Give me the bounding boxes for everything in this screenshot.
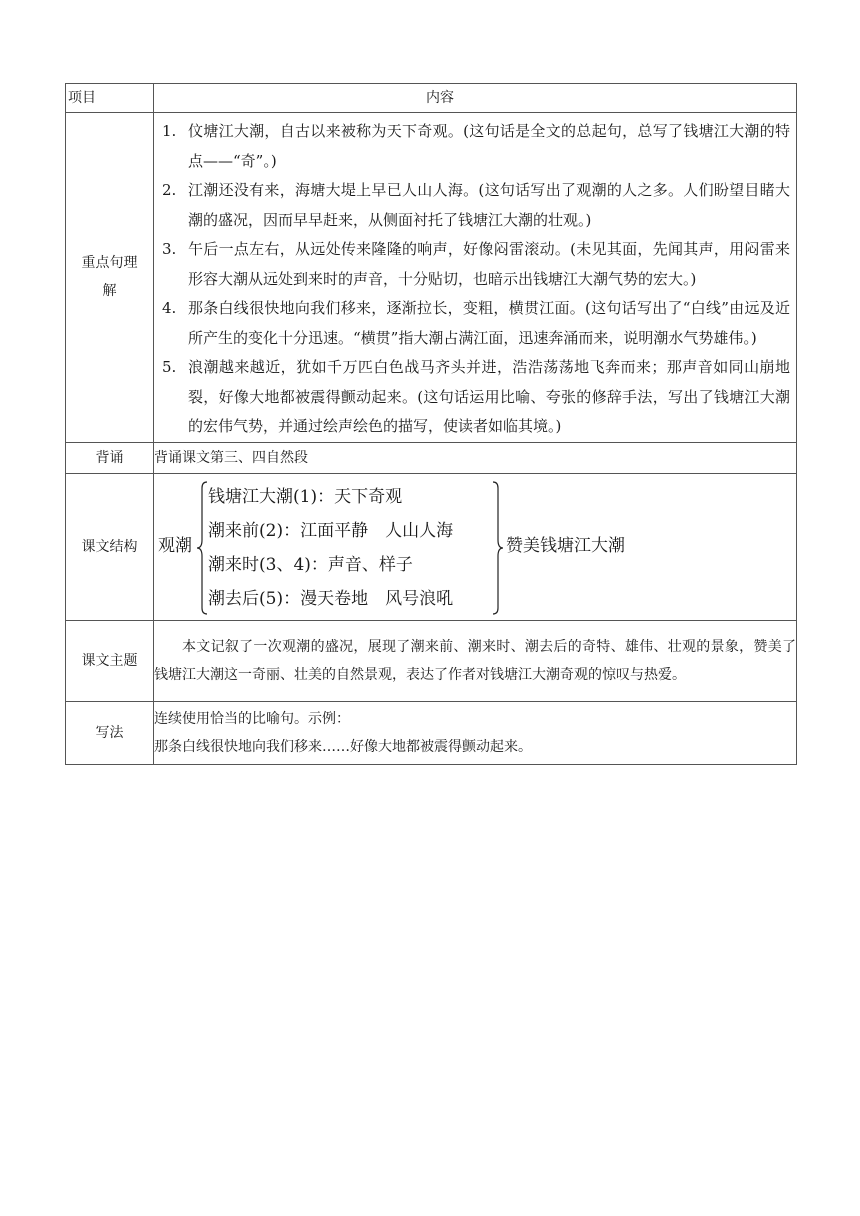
key-sentence-text: 伩塘江大潮，自古以来被称为天下奇观。(这句话是全文的总起句，总写了钱塘江大潮的特点——“奇”。) bbox=[188, 122, 790, 170]
structure-line: 潮去后(5)：漫天卷地 风号浪吼 bbox=[208, 588, 454, 609]
key-sentence-text: 江潮还没有来，海塘大堤上早已人山人海。(这句话写出了观潮的人之多。人们盼望目睹大潮的盛况，因而早早赶来，从侧面衬托了钱塘江大潮的壮观。) bbox=[188, 181, 790, 229]
writing-content bbox=[154, 701, 797, 764]
key-sentence-number: 3. bbox=[162, 240, 177, 258]
writing-label: 写法 bbox=[66, 701, 154, 764]
key-sentence-number: 4. bbox=[162, 299, 177, 317]
key-sentence-item bbox=[162, 294, 790, 353]
theme-content: 本文记叙了一次观潮的盛况，展现了潮来前、潮来时、潮去后的奇特、雄伟、壮观的景象，赞美了钱塘江大潮这一奇丽、壮美的自然景观，表达了作者对钱塘江大潮奇观的惊叹与热爱。 bbox=[154, 620, 797, 701]
structure-line: 钱塘江大潮(1)：天下奇观 bbox=[208, 486, 403, 507]
header-item: 项目 bbox=[66, 84, 154, 113]
key-sentence-text: 那条白线很快地向我们移来，逐渐拉长，变粗，横贯江面。(这句话写出了“白线”由远及近所产生的变化十分迅速。“横贯”指大潮占满江面，迅速奔涌而来，说明潮水气势雄伟。) bbox=[188, 299, 790, 347]
key-sentence-text: 午后一点左右，从远处传来隆隆的响声，好像闷雷滚动。(未见其面，先闻其声，用闷雷来形容大潮从远处到来时的声音，十分贴切，也暗示出钱塘江大潮气势的宏大。) bbox=[188, 240, 790, 288]
structure-root: 观潮 bbox=[158, 535, 192, 556]
key-sentence-item bbox=[162, 235, 790, 294]
theme-label: 课文主题 bbox=[66, 620, 154, 701]
key-sentence-number: 5. bbox=[162, 358, 177, 376]
recite-content: 背诵课文第三、四自然段 bbox=[154, 442, 797, 473]
recite-label: 背诵 bbox=[66, 442, 154, 473]
recite-row bbox=[66, 442, 797, 473]
writing-line1: 连续使用恰当的比喻句。示例： bbox=[154, 710, 350, 727]
structure-line: 潮来时(3、4)：声音、样子 bbox=[208, 554, 413, 575]
writing-row bbox=[66, 701, 797, 764]
key-sentence-item bbox=[162, 117, 790, 176]
key-sentences-row bbox=[66, 113, 797, 443]
structure-conclusion: 赞美钱塘江大潮 bbox=[506, 535, 625, 556]
structure-diagram bbox=[154, 474, 796, 620]
key-sentences-label-line1: 重点句理 bbox=[81, 255, 138, 272]
key-sentence-item bbox=[162, 353, 790, 442]
structure-line: 潮来前(2)：江面平静 人山人海 bbox=[208, 520, 454, 541]
key-sentence-number: 1. bbox=[162, 122, 177, 140]
right-brace-icon bbox=[490, 480, 506, 616]
key-sentence-list bbox=[154, 113, 796, 442]
key-sentences-label bbox=[66, 113, 154, 443]
structure-lines bbox=[208, 480, 453, 616]
theme-row bbox=[66, 620, 797, 701]
writing-line2: 那条白线很快地向我们移来……好像大地都被震得颤动起来。 bbox=[154, 738, 532, 755]
header-row bbox=[66, 84, 797, 113]
structure-content bbox=[154, 473, 797, 620]
key-sentences-content bbox=[154, 113, 797, 443]
key-sentences-label-line2: 解 bbox=[102, 283, 117, 300]
structure-row bbox=[66, 473, 797, 620]
key-sentence-item bbox=[162, 176, 790, 235]
header-content: 内容 bbox=[154, 84, 797, 113]
key-sentence-text: 浪潮越来越近，犹如千万匹白色战马齐头并进，浩浩荡荡地飞奔而来；那声音如同山崩地裂，好像大地都被震得颤动起来。(这句话运用比喻、夸张的修辞手法，写出了钱塘江大潮的宏伟气势，并通过绘声绘色的描写，使读者如临其境。) bbox=[188, 358, 790, 435]
structure-label: 课文结构 bbox=[66, 473, 154, 620]
study-table bbox=[65, 83, 797, 765]
key-sentence-number: 2. bbox=[162, 181, 177, 199]
